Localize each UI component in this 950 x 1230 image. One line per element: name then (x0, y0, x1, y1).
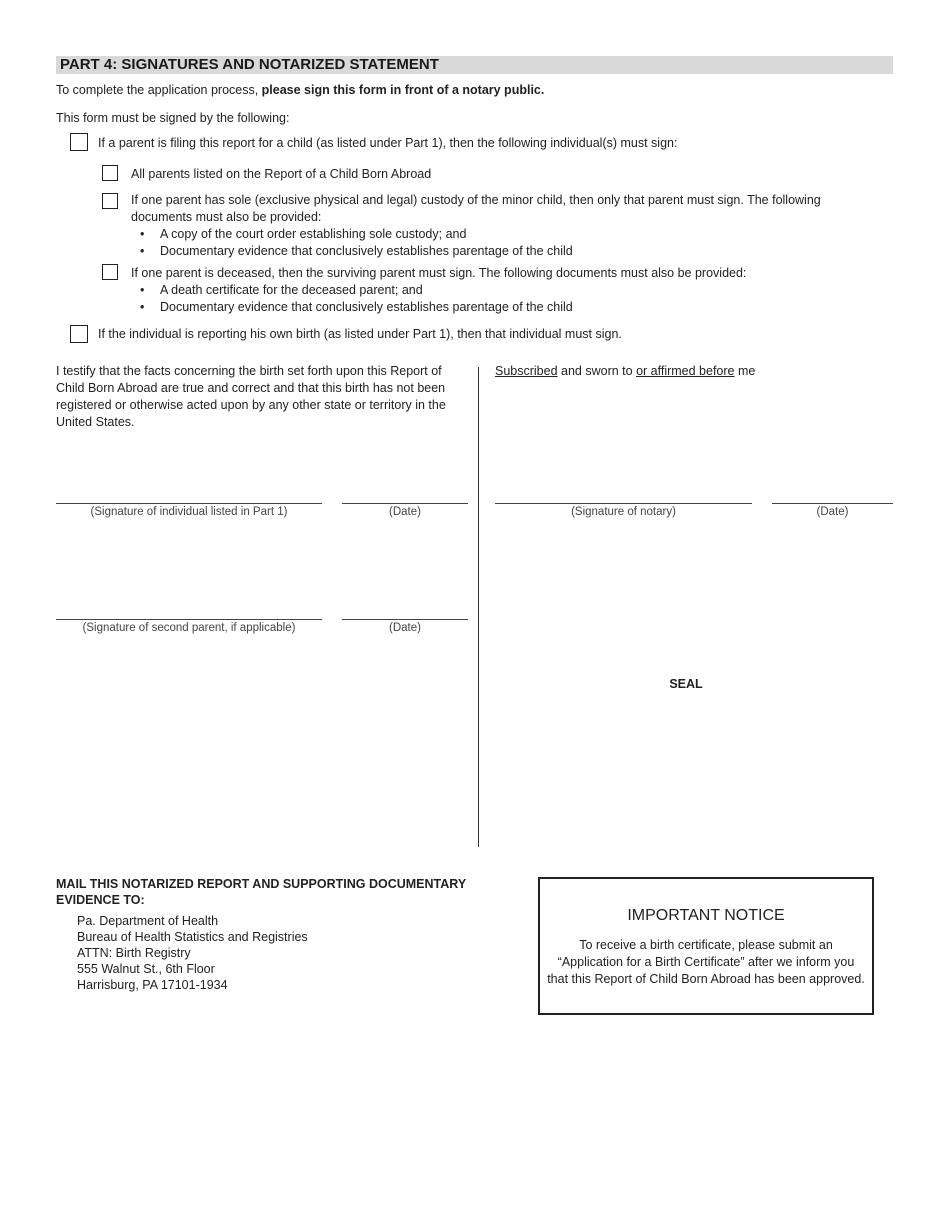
address-line: Pa. Department of Health (77, 914, 219, 928)
caption-signature-second-parent: (Signature of second parent, if applicable) (82, 622, 296, 634)
testimony-line: registered or otherwise acted upon by any other state or territory in the (56, 398, 446, 412)
me-text: me (734, 364, 756, 378)
intro-bold: please sign this form in front of a notary public. (261, 83, 545, 97)
notice-title: IMPORTANT NOTICE (627, 907, 785, 924)
checkbox-all-parents[interactable] (102, 165, 118, 181)
option-sole-custody-line2: documents must also be provided: (131, 210, 322, 224)
notary-statement (495, 363, 755, 379)
caption-signature-individual: (Signature of individual listed in Part 1) (90, 506, 288, 518)
intro-text (56, 82, 544, 98)
address-line: Harrisburg, PA 17101-1934 (77, 978, 228, 992)
mail-address (77, 913, 308, 993)
column-divider (478, 367, 479, 847)
option-deceased-parent: If one parent is deceased, then the surviving parent must sign. The following documents must also be provided: (131, 266, 747, 280)
sworn-text: and sworn to (557, 364, 637, 378)
address-line: Bureau of Health Statistics and Registries (77, 930, 308, 944)
signature-line-individual[interactable] (56, 503, 322, 504)
caption-signature-notary: (Signature of notary) (571, 506, 676, 518)
signature-line-notary[interactable] (495, 503, 752, 504)
option-all-parents: All parents listed on the Report of a Child Born Abroad (131, 167, 432, 181)
testimony-line: United States. (56, 415, 135, 429)
subscribed-text: Subscribed (495, 364, 558, 378)
signed-by-text: This form must be signed by the following: (56, 111, 290, 125)
checkbox-parent-filing[interactable] (70, 133, 88, 151)
address-line: 555 Walnut St., 6th Floor (77, 962, 215, 976)
affirmed-text: or affirmed before (636, 364, 735, 378)
mail-heading-line: MAIL THIS NOTARIZED REPORT AND SUPPORTING DOCUMENTARY (56, 877, 467, 891)
caption-date-individual: (Date) (389, 506, 421, 518)
intro-prefix: To complete the application process, (56, 83, 262, 97)
address-line: ATTN: Birth Registry (77, 946, 191, 960)
option-sole-custody-line1: If one parent has sole (exclusive physical and legal) custody of the minor child, then only that parent must sign. The following (131, 193, 821, 207)
date-line-notary[interactable] (772, 503, 893, 504)
caption-date-second-parent: (Date) (389, 622, 421, 634)
date-line-second-parent[interactable] (342, 619, 468, 620)
testimony-line: I testify that the facts concerning the birth set forth upon this Report of (56, 364, 442, 378)
signature-line-second-parent[interactable] (56, 619, 322, 620)
seal-label: SEAL (669, 677, 703, 691)
date-line-individual[interactable] (342, 503, 468, 504)
section-title: PART 4: SIGNATURES AND NOTARIZED STATEMENT (56, 56, 893, 74)
mail-heading (56, 876, 466, 908)
bullet-court-order: • A copy of the court order establishing sole custody; and (160, 226, 466, 242)
option-own-birth: If the individual is reporting his own birth (as listed under Part 1), then that individual must sign. (98, 327, 622, 341)
bullet-death-certificate: • A death certificate for the deceased parent; and (160, 282, 423, 298)
notice-line: To receive a birth certificate, please submit an (579, 938, 833, 952)
important-notice-box (538, 877, 874, 1015)
bullet-parentage-evidence-2: • Documentary evidence that conclusively establishes parentage of the child (160, 299, 573, 315)
testimony-line: Child Born Abroad are true and correct and that this birth has not been (56, 381, 446, 395)
option-parent-filing: If a parent is filing this report for a child (as listed under Part 1), then the following individual(s) must sign: (98, 136, 678, 150)
mail-heading-line: EVIDENCE TO: (56, 893, 145, 907)
testimony-text (56, 363, 472, 431)
checkbox-sole-custody[interactable] (102, 193, 118, 209)
notice-line: “Application for a Birth Certificate” after we inform you (557, 955, 855, 969)
checkbox-own-birth[interactable] (70, 325, 88, 343)
checkbox-deceased-parent[interactable] (102, 264, 118, 280)
caption-date-notary: (Date) (816, 506, 849, 518)
notice-body (540, 937, 872, 988)
notice-line: that this Report of Child Born Abroad has been approved. (547, 972, 865, 986)
bullet-parentage-evidence: • Documentary evidence that conclusively establishes parentage of the child (160, 243, 573, 259)
